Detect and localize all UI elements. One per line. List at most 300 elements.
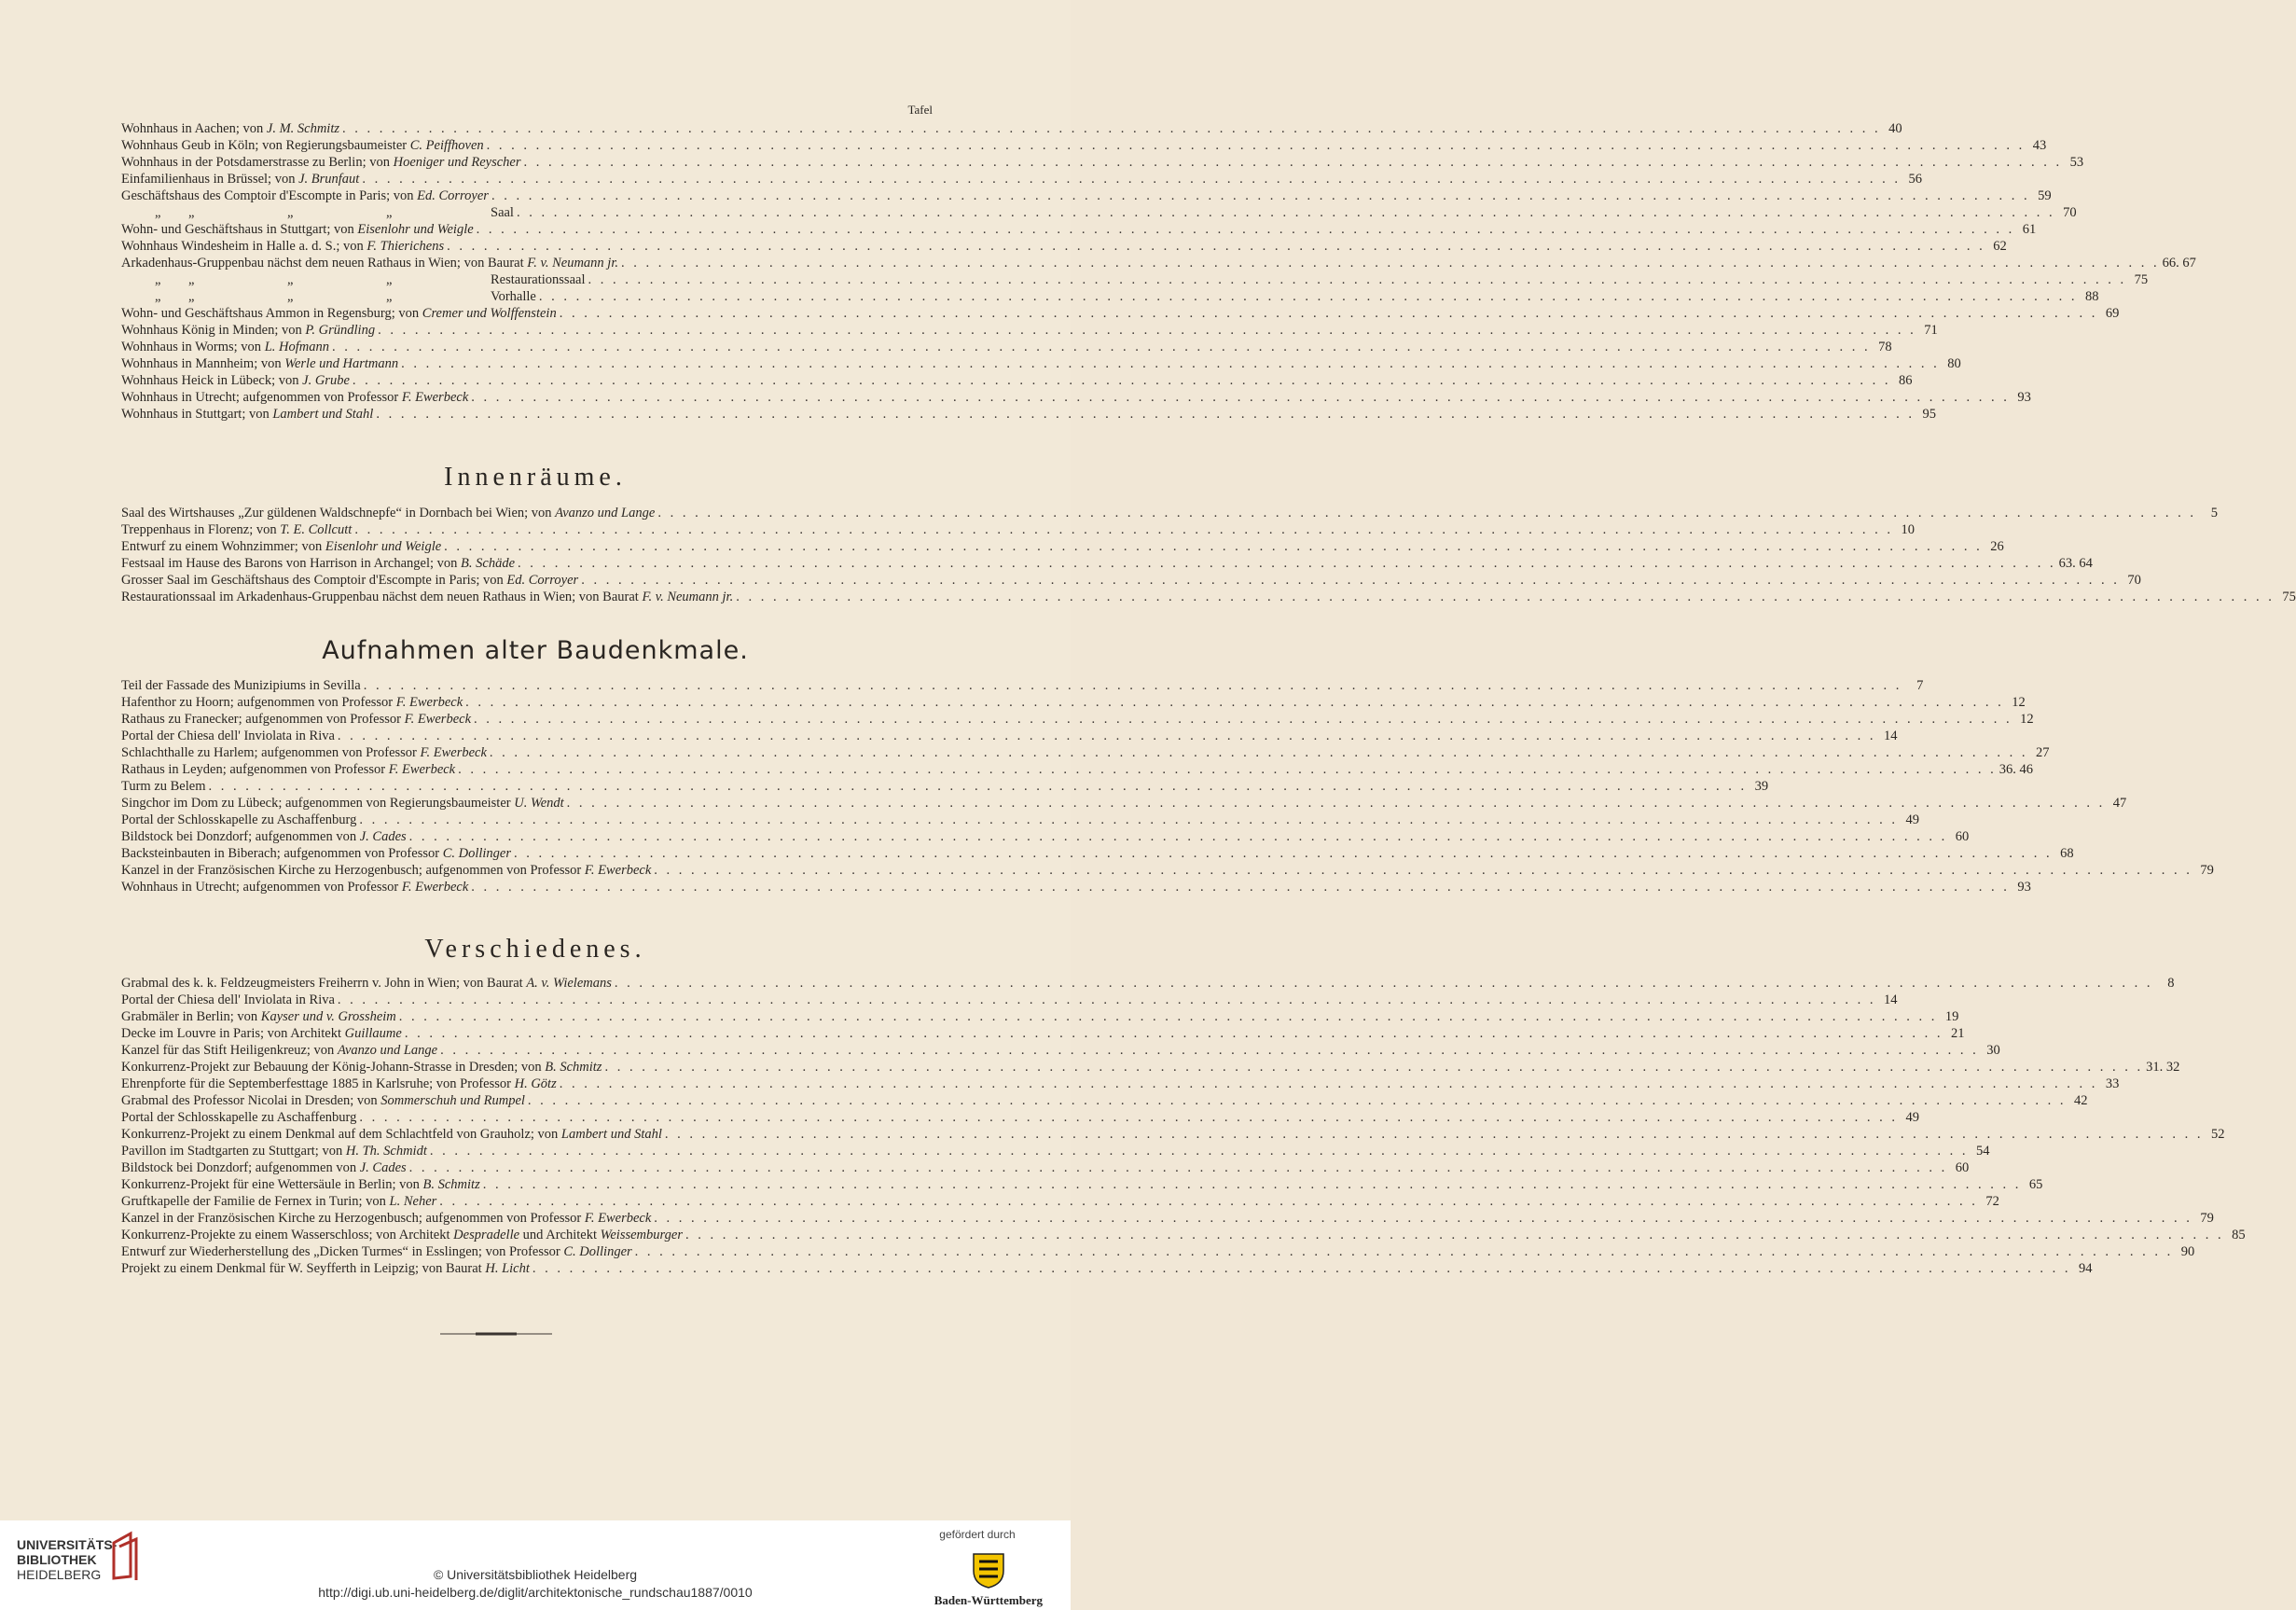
toc-entry bbox=[121, 255, 2196, 271]
entry-title bbox=[121, 862, 651, 879]
ditto-mark: „ bbox=[287, 205, 294, 220]
entry-author: H. Th. Schmidt bbox=[345, 1144, 427, 1159]
entry-title bbox=[121, 521, 352, 538]
entry-title bbox=[121, 1176, 480, 1193]
entry-text: Saal des Wirtshauses „Zur güldenen Waldschnepfe“ in Dornbach bei Wien; von bbox=[121, 506, 556, 520]
divider-ornament bbox=[440, 1331, 552, 1337]
toc-entry bbox=[121, 137, 2047, 154]
entry-author: F. Ewerbeck bbox=[388, 762, 456, 777]
leader-dots bbox=[468, 389, 2012, 406]
toc-entry bbox=[121, 744, 2050, 761]
entry-title bbox=[121, 355, 398, 372]
plate-number: 8 bbox=[2167, 976, 2175, 991]
entry-text: Kanzel in der Französischen Kirche zu Herzogenbusch; aufgenommen von Professor bbox=[121, 863, 585, 878]
entry-text: Portal der Schlosskapelle zu Aschaffenburg bbox=[121, 1110, 357, 1125]
toc-entry bbox=[121, 288, 2099, 305]
toc-entry bbox=[121, 589, 2296, 605]
entry-author: Ed. Corroyer bbox=[506, 573, 579, 588]
toc-entry bbox=[121, 372, 1913, 389]
ditto-mark: „ bbox=[155, 272, 161, 287]
toc-entry bbox=[121, 171, 1922, 187]
entry-author: Cremer und Wolffenstein bbox=[422, 306, 557, 321]
leader-dots bbox=[463, 694, 2007, 711]
plate-number: 93 bbox=[2017, 880, 2031, 895]
ditto-mark: „ bbox=[188, 289, 195, 304]
plate-number: 7 bbox=[1916, 678, 1924, 693]
plate-number: 49 bbox=[1905, 1110, 1919, 1125]
toc-entry bbox=[121, 389, 2031, 406]
toc-entry bbox=[121, 154, 2084, 171]
plate-number: 80 bbox=[1947, 356, 1961, 371]
toc-entry bbox=[121, 1159, 1970, 1176]
plate-number: 54 bbox=[1975, 1144, 1990, 1159]
entry-text: Kanzel in der Französischen Kirche zu Herzogenbusch; aufgenommen von Professor bbox=[121, 1211, 585, 1226]
entry-text: Konkurrenz-Projekt zur Bebauung der König-Johann-Strasse in Dresden; von bbox=[121, 1060, 546, 1075]
plate-number: 72 bbox=[1985, 1194, 1999, 1209]
entry-author: F. Ewerbeck bbox=[395, 695, 463, 710]
leader-dots bbox=[525, 1092, 2069, 1109]
plate-number: 12 bbox=[2020, 712, 2034, 727]
entry-title bbox=[121, 1243, 632, 1260]
entry-title bbox=[121, 389, 468, 406]
plate-number: 53 bbox=[2069, 155, 2084, 170]
plate-number: 63. 64 bbox=[2058, 556, 2093, 571]
toc-list-buildings bbox=[121, 120, 2196, 423]
leader-dots bbox=[375, 322, 1919, 339]
entry-text: Ehrenpforte für die Septemberfesttage 1885 in Karlsruhe; von Professor bbox=[121, 1076, 515, 1091]
toc-entry bbox=[121, 1109, 1919, 1126]
leader-dots bbox=[612, 975, 2156, 992]
leader-dots bbox=[441, 538, 1985, 555]
toc-entry bbox=[121, 1092, 2088, 1109]
leader-dots bbox=[356, 812, 1901, 828]
entry-author: Hoeniger und Reyscher bbox=[393, 155, 521, 170]
leader-dots bbox=[407, 828, 1951, 845]
ditto-mark: „ bbox=[155, 205, 161, 220]
leader-dots bbox=[352, 521, 1896, 538]
entry-title bbox=[121, 154, 521, 171]
leader-dots bbox=[206, 778, 1750, 795]
ditto-mark: „ bbox=[386, 272, 393, 287]
entry-text: Rathaus in Leyden; aufgenommen von Professor bbox=[121, 762, 389, 777]
leader-dots bbox=[655, 505, 2199, 521]
entry-title bbox=[121, 694, 463, 711]
logo-text-line3: HEIDELBERG bbox=[17, 1567, 102, 1582]
plate-number: 65 bbox=[2028, 1177, 2043, 1192]
plate-number: 5 bbox=[2210, 506, 2218, 520]
leader-dots bbox=[733, 589, 2277, 605]
entry-title bbox=[121, 1193, 436, 1210]
entry-author: Sommerschuh und Rumpel bbox=[380, 1093, 525, 1108]
entry-text: Wohnhaus in Stuttgart; von bbox=[121, 407, 273, 422]
plate-number: 43 bbox=[2032, 138, 2047, 153]
plate-number: 86 bbox=[1899, 373, 1913, 388]
entry-author: L. Hofmann bbox=[264, 340, 329, 354]
entry-author: J. Cades bbox=[359, 829, 407, 844]
leader-dots bbox=[329, 339, 1874, 355]
entry-text: Teil der Fassade des Munizipiums in Sevilla bbox=[121, 678, 361, 693]
leader-dots bbox=[564, 795, 2109, 812]
entry-author: A. v. Wielemans bbox=[526, 976, 612, 991]
entry-title bbox=[121, 1126, 662, 1143]
entry-text: Einfamilienhaus in Brüssel; von bbox=[121, 172, 299, 187]
leader-dots bbox=[557, 1076, 2101, 1092]
plate-number: 30 bbox=[1986, 1043, 2000, 1058]
entry-title bbox=[121, 1260, 530, 1277]
entry-author: H. Licht bbox=[485, 1261, 530, 1276]
entry-title bbox=[121, 778, 206, 795]
entry-title bbox=[121, 187, 489, 204]
toc-entry bbox=[121, 339, 1892, 355]
leader-dots bbox=[437, 1042, 1982, 1059]
tafel-column-header: Tafel bbox=[907, 103, 933, 117]
entry-title bbox=[121, 879, 468, 895]
funded-by-label: gefördert durch bbox=[939, 1528, 1016, 1541]
entry-title bbox=[121, 1109, 356, 1126]
plate-number: 71 bbox=[1924, 323, 1938, 338]
entry-title bbox=[121, 572, 578, 589]
entry-text: Portal der Chiesa dell' Inviolata in Riva bbox=[121, 729, 335, 743]
plate-number: 68 bbox=[2060, 846, 2074, 861]
entry-title bbox=[121, 1143, 427, 1159]
entry-title bbox=[121, 322, 375, 339]
leader-dots bbox=[444, 238, 1988, 255]
plate-number: 66. 67 bbox=[2162, 256, 2196, 271]
toc-entry bbox=[121, 355, 1961, 372]
section-title-innenraeume: Innenräume. bbox=[444, 463, 627, 492]
leader-dots bbox=[602, 1059, 2146, 1076]
toc-entry bbox=[121, 271, 2149, 288]
entry-text: Gruftkapelle der Familie de Fernex in Turin; von bbox=[121, 1194, 390, 1209]
plate-number: 59 bbox=[2038, 188, 2052, 203]
leader-dots bbox=[521, 154, 2066, 171]
entry-text: Wohnhaus in Mannheim; von bbox=[121, 356, 285, 371]
entry-text: Bildstock bei Donzdorf; aufgenommen von bbox=[121, 1160, 360, 1175]
entry-text: Turm zu Belem bbox=[121, 779, 206, 794]
entry-author: Avanzo und Lange bbox=[555, 506, 656, 520]
entry-text: Entwurf zu einem Wohnzimmer; von bbox=[121, 539, 325, 554]
toc-entry bbox=[121, 677, 1924, 694]
leader-dots bbox=[557, 305, 2101, 322]
section-title-verschiedenes: Verschiedenes. bbox=[424, 935, 646, 964]
entry-text: Portal der Schlosskapelle zu Aschaffenburg bbox=[121, 812, 357, 827]
entry-author: F. Ewerbeck bbox=[404, 712, 472, 727]
plate-number: 21 bbox=[1950, 1026, 1965, 1041]
entry-text: Wohnhaus in Utrecht; aufgenommen von Professor bbox=[121, 880, 402, 895]
toc-entry bbox=[121, 572, 2141, 589]
leader-dots bbox=[474, 221, 2018, 238]
entry-title bbox=[121, 255, 618, 271]
entry-author: F. Ewerbeck bbox=[584, 1211, 652, 1226]
entry-author: H. Götz bbox=[514, 1076, 557, 1091]
leader-dots bbox=[455, 761, 1999, 778]
entry-title bbox=[121, 204, 485, 221]
leader-dots bbox=[339, 120, 1884, 137]
entry-title bbox=[121, 761, 455, 778]
plate-number: 33 bbox=[2105, 1076, 2120, 1091]
toc-entry bbox=[121, 204, 2077, 221]
entry-text: Wohn- und Geschäftshaus Ammon in Regensburg; von bbox=[121, 306, 422, 321]
ditto-mark: „ bbox=[188, 205, 195, 220]
plate-number: 62 bbox=[1993, 239, 2007, 254]
source-url-link[interactable]: http://digi.ub.uni-heidelberg.de/diglit/architektonische_rundschau1887/0010 bbox=[318, 1585, 753, 1600]
leader-dots bbox=[651, 862, 2195, 879]
entry-title bbox=[121, 505, 655, 521]
leader-dots bbox=[436, 1193, 1981, 1210]
toc-entry bbox=[121, 1076, 2120, 1092]
toc-list-innenraeume bbox=[121, 505, 2296, 605]
entry-author: F. v. Neumann jr. bbox=[527, 256, 618, 271]
entry-text: und Architekt bbox=[519, 1228, 601, 1242]
toc-entry bbox=[121, 694, 2026, 711]
plate-number: 10 bbox=[1901, 522, 1915, 537]
toc-entry bbox=[121, 555, 2093, 572]
entry-text: Konkurrenz-Projekt für eine Wettersäule in Berlin; von bbox=[121, 1177, 423, 1192]
leader-dots bbox=[427, 1143, 1971, 1159]
entry-text: Singchor im Dom zu Lübeck; aufgenommen von Regierungsbaumeister bbox=[121, 796, 515, 811]
entry-author: J. M. Schmitz bbox=[266, 121, 340, 136]
ditto-mark: „ bbox=[386, 289, 393, 304]
entry-text: Wohnhaus Geub in Köln; von Regierungsbaumeister bbox=[121, 138, 410, 153]
entry-text: Portal der Chiesa dell' Inviolata in Riva bbox=[121, 992, 335, 1007]
plate-number: 85 bbox=[2232, 1228, 2246, 1242]
entry-title bbox=[121, 795, 564, 812]
toc-entry bbox=[121, 1210, 2214, 1227]
entry-author: Lambert und Stahl bbox=[560, 1127, 662, 1142]
leader-dots bbox=[578, 572, 2123, 589]
plate-number: 78 bbox=[1878, 340, 1892, 354]
entry-title bbox=[121, 711, 471, 728]
toc-entry bbox=[121, 521, 1915, 538]
leader-dots bbox=[514, 204, 2058, 221]
ditto-mark: „ bbox=[287, 272, 294, 287]
entry-title bbox=[121, 1076, 557, 1092]
entry-author: U. Wendt bbox=[514, 796, 564, 811]
entry-text: Geschäftshaus des Comptoir d'Escompte in Paris; von bbox=[121, 188, 418, 203]
plate-number: 26 bbox=[1990, 539, 2004, 554]
entry-title bbox=[121, 271, 485, 288]
toc-entry bbox=[121, 1008, 1959, 1025]
entry-text: Wohnhaus Heick in Lübeck; von bbox=[121, 373, 303, 388]
leader-dots bbox=[398, 355, 1943, 372]
plate-number: 61 bbox=[2022, 222, 2037, 237]
leader-dots bbox=[651, 1210, 2195, 1227]
entry-author: Guillaume bbox=[344, 1026, 402, 1041]
toc-entry bbox=[121, 1243, 2195, 1260]
entry-author: J. Brunfaut bbox=[298, 172, 360, 187]
plate-number: 60 bbox=[1955, 829, 1970, 844]
plate-number: 39 bbox=[1754, 779, 1769, 794]
leader-dots bbox=[407, 1159, 1951, 1176]
entry-title bbox=[121, 975, 612, 992]
entry-author: Despradelle bbox=[453, 1228, 520, 1242]
entry-title bbox=[121, 1059, 602, 1076]
toc-entry bbox=[121, 828, 1970, 845]
section-title-aufnahmen: Aufnahmen alter Baudenkmale. bbox=[322, 636, 749, 665]
toc-entry bbox=[121, 120, 1902, 137]
entry-title bbox=[121, 1042, 437, 1059]
leader-dots bbox=[480, 1176, 2025, 1193]
plate-number: 56 bbox=[1908, 172, 1922, 187]
entry-title bbox=[121, 744, 487, 761]
entry-title bbox=[121, 677, 361, 694]
entry-title bbox=[121, 1092, 525, 1109]
entry-text: Wohnhaus in Worms; von bbox=[121, 340, 265, 354]
entry-text: Wohnhaus in Utrecht; aufgenommen von Professor bbox=[121, 390, 402, 405]
plate-number: 19 bbox=[1944, 1009, 1959, 1024]
entry-title bbox=[121, 221, 474, 238]
toc-entry bbox=[121, 728, 1898, 744]
entry-text: Wohnhaus in der Potsdamerstrasse zu Berlin; von bbox=[121, 155, 394, 170]
toc-entry bbox=[121, 1025, 1965, 1042]
logo-text-line2: BIBLIOTHEK bbox=[17, 1552, 97, 1567]
toc-entry bbox=[121, 879, 2031, 895]
plate-number: 79 bbox=[2200, 1211, 2214, 1226]
entry-title bbox=[121, 137, 484, 154]
entry-text: Wohnhaus in Aachen; von bbox=[121, 121, 267, 136]
entry-title bbox=[121, 992, 335, 1008]
plate-number: 40 bbox=[1888, 121, 1902, 136]
entry-author: L. Neher bbox=[389, 1194, 437, 1209]
entry-title bbox=[121, 305, 557, 322]
toc-entry bbox=[121, 238, 2007, 255]
toc-entry bbox=[121, 221, 2037, 238]
entry-text: Festsaal im Hause des Barons von Harrison in Archangel; von bbox=[121, 556, 462, 571]
plate-number: 27 bbox=[2036, 745, 2050, 760]
leader-dots bbox=[373, 406, 1917, 423]
entry-text: Decke im Louvre in Paris; von Architekt bbox=[121, 1026, 345, 1041]
leader-dots bbox=[536, 288, 2081, 305]
plate-number: 12 bbox=[2012, 695, 2026, 710]
plate-number: 79 bbox=[2200, 863, 2214, 878]
entry-author: C. Peiffhoven bbox=[409, 138, 484, 153]
toc-entry bbox=[121, 1193, 1999, 1210]
leader-dots bbox=[335, 992, 1879, 1008]
entry-author: B. Schmitz bbox=[422, 1177, 480, 1192]
toc-entry bbox=[121, 1059, 2180, 1076]
entry-text: Wohnhaus Windesheim in Halle a. d. S.; von bbox=[121, 239, 367, 254]
leader-dots bbox=[335, 728, 1879, 744]
coat-of-arms-icon bbox=[970, 1548, 1007, 1589]
entry-author: C. Dollinger bbox=[563, 1244, 632, 1259]
entry-title bbox=[121, 1025, 402, 1042]
entry-title bbox=[121, 538, 441, 555]
entry-title bbox=[121, 1210, 651, 1227]
entry-author: T. E. Collcutt bbox=[280, 522, 353, 537]
toc-entry bbox=[121, 1042, 2000, 1059]
entry-author: F. Ewerbeck bbox=[401, 390, 469, 405]
plate-number: 94 bbox=[2079, 1261, 2093, 1276]
entry-subtitle: Saal bbox=[491, 205, 514, 220]
toc-entry bbox=[121, 505, 2218, 521]
plate-number: 90 bbox=[2180, 1244, 2195, 1259]
entry-author: Werle und Hartmann bbox=[284, 356, 399, 371]
leader-dots bbox=[484, 137, 2028, 154]
entry-subtitle: Vorhalle bbox=[491, 289, 536, 304]
entry-author: Eisenlohr und Weigle bbox=[325, 539, 442, 554]
entry-text: Restaurationssaal im Arkadenhaus-Gruppenbau nächst dem neuen Rathaus in Wien; von Baurat bbox=[121, 590, 643, 604]
toc-entry bbox=[121, 322, 1938, 339]
entry-title bbox=[121, 589, 733, 605]
toc-list-aufnahmen bbox=[121, 677, 2214, 895]
leader-dots bbox=[662, 1126, 2206, 1143]
toc-entry bbox=[121, 538, 2004, 555]
toc-entry bbox=[121, 406, 1936, 423]
copyright-text: © Universitätsbibliothek Heidelberg bbox=[433, 1567, 638, 1582]
entry-text: Rathaus zu Franecker; aufgenommen von Professor bbox=[121, 712, 405, 727]
plate-number: 36. 46 bbox=[1999, 762, 2033, 777]
logo-text-line1: UNIVERSITÄTS- bbox=[17, 1537, 118, 1552]
plate-number: 69 bbox=[2105, 306, 2120, 321]
entry-author: Lambert und Stahl bbox=[272, 407, 374, 422]
entry-title bbox=[121, 812, 356, 828]
ditto-mark: „ bbox=[287, 289, 294, 304]
toc-entry bbox=[121, 187, 2052, 204]
entry-text: Grabmäler in Berlin; von bbox=[121, 1009, 261, 1024]
plate-number: 93 bbox=[2017, 390, 2031, 405]
entry-title bbox=[121, 120, 339, 137]
plate-number: 49 bbox=[1905, 812, 1919, 827]
toc-entry bbox=[121, 1143, 1990, 1159]
entry-title bbox=[121, 288, 485, 305]
entry-author: Kayser und v. Grossheim bbox=[260, 1009, 396, 1024]
toc-entry bbox=[121, 1227, 2246, 1243]
entry-title bbox=[121, 372, 350, 389]
entry-title bbox=[121, 406, 373, 423]
leader-dots bbox=[515, 555, 2059, 572]
plate-number: 60 bbox=[1955, 1160, 1970, 1175]
leader-dots bbox=[356, 1109, 1901, 1126]
toc-entry bbox=[121, 795, 2127, 812]
entry-author: F. Ewerbeck bbox=[420, 745, 487, 760]
entry-title bbox=[121, 845, 511, 862]
entry-title bbox=[121, 238, 444, 255]
entry-title bbox=[121, 339, 329, 355]
toc-entry bbox=[121, 761, 2033, 778]
entry-subtitle: Restaurationssaal bbox=[491, 272, 586, 287]
leader-dots bbox=[471, 711, 2015, 728]
leader-dots bbox=[359, 171, 1903, 187]
leader-dots bbox=[618, 255, 2163, 271]
entry-text: Entwurf zur Wiederherstellung des „Dicken Turmes“ in Esslingen; von Professor bbox=[121, 1244, 564, 1259]
entry-author: F. Ewerbeck bbox=[584, 863, 652, 878]
leader-dots bbox=[632, 1243, 2177, 1260]
entry-title bbox=[121, 828, 407, 845]
entry-text: Wohn- und Geschäftshaus in Stuttgart; von bbox=[121, 222, 358, 237]
entry-title bbox=[121, 171, 359, 187]
toc-entry bbox=[121, 992, 1898, 1008]
entry-text: Grabmal des k. k. Feldzeugmeisters Freiherrn v. John in Wien; von Baurat bbox=[121, 976, 527, 991]
leader-dots bbox=[511, 845, 2055, 862]
entry-text: Treppenhaus in Florenz; von bbox=[121, 522, 281, 537]
entry-title bbox=[121, 1227, 683, 1243]
toc-list-verschiedenes bbox=[121, 975, 2246, 1277]
entry-author: Avanzo und Lange bbox=[337, 1043, 438, 1058]
toc-entry bbox=[121, 812, 1919, 828]
footer-bar bbox=[0, 1520, 1071, 1610]
entry-text: Kanzel für das Stift Heiligenkreuz; von bbox=[121, 1043, 338, 1058]
entry-author: F. v. Neumann jr. bbox=[642, 590, 734, 604]
entry-title bbox=[121, 1008, 396, 1025]
toc-entry bbox=[121, 1176, 2043, 1193]
plate-number: 88 bbox=[2085, 289, 2099, 304]
leader-dots bbox=[530, 1260, 2074, 1277]
entry-title bbox=[121, 555, 515, 572]
leader-dots bbox=[468, 879, 2012, 895]
entry-text: Hafenthor zu Hoorn; aufgenommen von Professor bbox=[121, 695, 396, 710]
entry-author: B. Schmitz bbox=[545, 1060, 602, 1075]
entry-author: J. Cades bbox=[359, 1160, 407, 1175]
